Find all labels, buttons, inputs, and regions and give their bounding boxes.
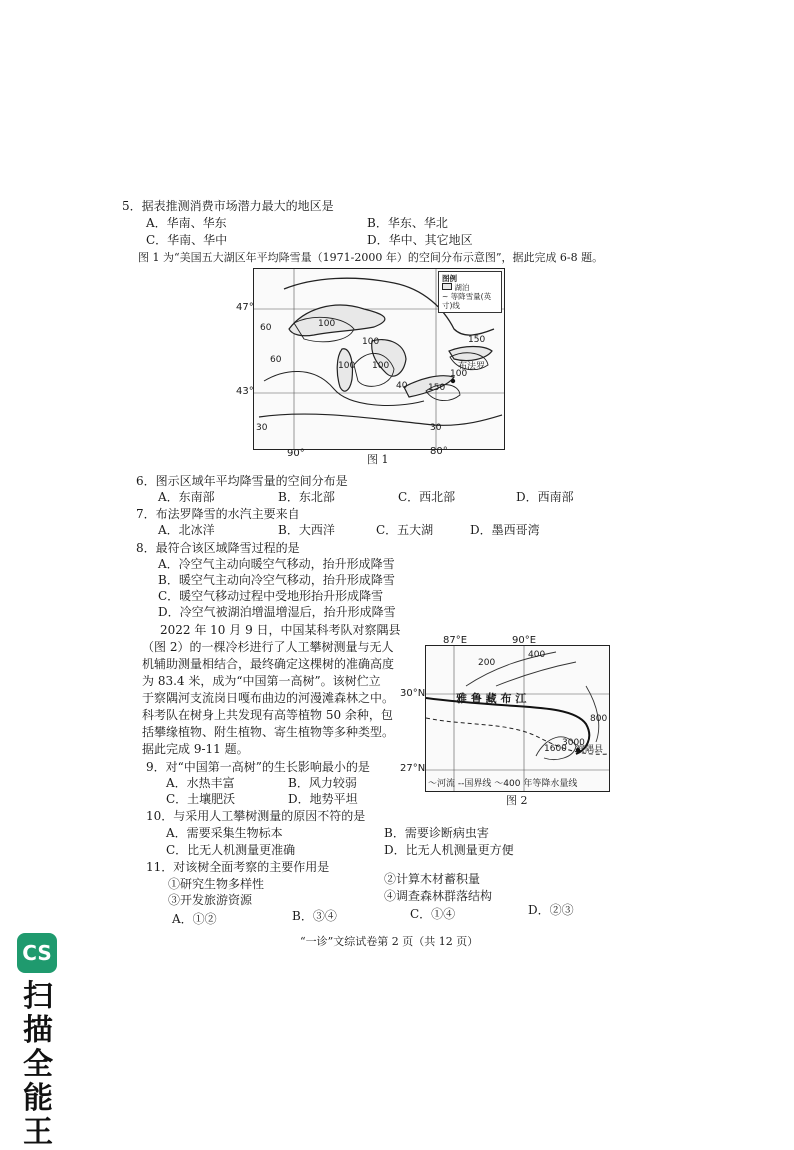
iso-label: 100 <box>338 361 356 371</box>
river-label: 雅 鲁 藏 布 江 <box>456 692 527 705</box>
buffalo-label: 布法罗 <box>458 362 486 372</box>
iso-label: 100 <box>450 369 468 379</box>
chayu-map <box>425 645 610 792</box>
lat-47-label: 47° <box>236 302 254 313</box>
great-lakes-map <box>253 268 505 450</box>
lat-27-label: 27°N <box>400 763 426 774</box>
passage-line: 为 83.4 米，成为“中国第一高树”。该树伫立 <box>142 674 381 688</box>
legend-isoline: ~ 等降雪量(英寸)线 <box>442 292 492 310</box>
iso-label: 150 <box>468 335 486 345</box>
fig1-intro: 图 1 为“美国五大湖区年平均降雪量（1971-2000 年）的空间分布示意图”，据此完成 6-8 题。 <box>138 251 604 264</box>
q11-option-c: C．①④ <box>410 907 456 921</box>
iso-800-label: 800 <box>590 714 608 724</box>
q5-option-b: B．华东、华北 <box>367 216 448 230</box>
passage-line: （图 2）的一棵冷杉进行了人工攀树测量与无人 <box>142 640 394 654</box>
q7-option-c: C．五大湖 <box>376 523 434 537</box>
q11-choice-2: ②计算木材蓄积量 <box>384 872 481 886</box>
q11-option-d: D．②③ <box>528 903 574 917</box>
q5-option-a: A．华南、华东 <box>146 216 227 230</box>
q9-option-b: B．风力较弱 <box>288 776 357 790</box>
iso-label: 100 <box>362 337 380 347</box>
q9-stem: 9．对“中国第一高树”的生长影响最小的是 <box>146 760 370 774</box>
q6-stem: 6．图示区域年平均降雪量的空间分布是 <box>136 474 348 488</box>
iso-label: 30 <box>430 423 442 433</box>
camscanner-logo: CS <box>17 933 57 973</box>
q11-option-a: A．①② <box>172 912 217 926</box>
q7-option-b: B．大西洋 <box>278 523 335 537</box>
q5-stem: 5．据表推测消费市场潜力最大的地区是 <box>122 199 334 213</box>
q8-option-a: A．冷空气主动向暖空气移动，抬升形成降雪 <box>158 557 395 571</box>
iso-200-label: 200 <box>478 658 496 668</box>
page-footer: “一诊”文综试卷第 2 页（共 12 页） <box>300 935 479 948</box>
q11-stem: 11．对该树全面考察的主要作用是 <box>146 860 330 874</box>
lon-90-label: 90°E <box>512 635 537 646</box>
legend-title: 图例 <box>442 274 457 283</box>
q11-option-b: B．③④ <box>292 909 337 923</box>
q11-choice-1: ①研究生物多样性 <box>168 877 265 891</box>
chayu-drawing <box>426 646 609 791</box>
passage-line: 2022 年 10 月 9 日，中国某科考队对察隅县 <box>160 623 401 637</box>
q5-option-c: C．华南、华中 <box>146 233 228 247</box>
q10-option-b: B．需要诊断病虫害 <box>384 826 489 840</box>
fig1-caption: 图 1 <box>367 453 389 466</box>
lon-87-label: 87°E <box>443 635 468 646</box>
map1-legend <box>438 271 502 313</box>
lat-30-label: 30°N <box>400 688 426 699</box>
q6-option-c: C．西北部 <box>398 490 456 504</box>
iso-3000-label: 3000 <box>562 738 585 748</box>
q10-option-c: C．比无人机测量更准确 <box>166 843 296 857</box>
lat-43-label: 43° <box>236 386 254 397</box>
iso-label: 100 <box>318 319 336 329</box>
passage-line: 机辅助测量相结合，最终确定这棵树的准确高度 <box>142 657 395 671</box>
q9-option-a: A．水热丰富 <box>166 776 235 790</box>
q10-option-a: A．需要采集生物标本 <box>166 826 283 840</box>
q8-option-c: C．暖空气移动过程中受地形抬升形成降雪 <box>158 589 384 603</box>
iso-1600-label: 1600 <box>544 744 567 754</box>
q8-option-b: B．暖空气主动向冷空气移动，抬升形成降雪 <box>158 573 395 587</box>
q11-choice-3: ③开发旅游资源 <box>168 893 253 907</box>
map2-legend: 〜河流 ‐‐国界线 〜400 年等降水量线 <box>428 779 578 789</box>
iso-label: 60 <box>260 323 272 333</box>
q6-option-a: A．东南部 <box>158 490 215 504</box>
q8-stem: 8．最符合该区域降雪过程的是 <box>136 541 300 555</box>
q10-option-d: D．比无人机测量更方便 <box>384 843 514 857</box>
legend-lake: 湖泊 <box>442 283 498 292</box>
q7-option-a: A．北冰洋 <box>158 523 215 537</box>
iso-label: 40 <box>396 381 408 391</box>
passage-line: 据此完成 9-11 题。 <box>142 742 249 756</box>
q9-option-d: D．地势平坦 <box>288 792 358 806</box>
camscanner-text: 扫描全能王 <box>23 979 53 1150</box>
q6-option-d: D．西南部 <box>516 490 574 504</box>
iso-label: 30 <box>256 423 268 433</box>
iso-label: 150 <box>428 383 446 393</box>
chayu-label: 察隅县 <box>576 745 604 755</box>
q9-option-c: C．土壤肥沃 <box>166 792 236 806</box>
q11-choice-4: ④调查森林群落结构 <box>384 889 493 903</box>
lon-80-label: 80° <box>430 446 448 457</box>
iso-label: 100 <box>372 361 390 371</box>
iso-400-label: 400 <box>528 650 546 660</box>
fig2-caption: 图 2 <box>506 794 528 807</box>
passage-line: 于察隅河支流岗日嘎布曲边的河漫滩森林之中。 <box>142 691 395 705</box>
q7-option-d: D．墨西哥湾 <box>470 523 540 537</box>
q10-stem: 10．与采用人工攀树测量的原因不符的是 <box>146 809 366 823</box>
q6-option-b: B．东北部 <box>278 490 335 504</box>
buffalo-dot <box>451 379 455 383</box>
q5-option-d: D．华中、其它地区 <box>367 233 473 247</box>
passage-line: 括攀缘植物、附生植物、寄生植物等多种类型。 <box>142 725 395 739</box>
lon-90-label: 90° <box>287 448 305 459</box>
passage-line: 科考队在树身上共发现有高等植物 50 余种，包 <box>142 708 393 722</box>
iso-label: 60 <box>270 355 282 365</box>
q7-stem: 7．布法罗降雪的水汽主要来自 <box>136 507 300 521</box>
q8-option-d: D．冷空气被湖泊增温增湿后，抬升形成降雪 <box>158 605 396 619</box>
